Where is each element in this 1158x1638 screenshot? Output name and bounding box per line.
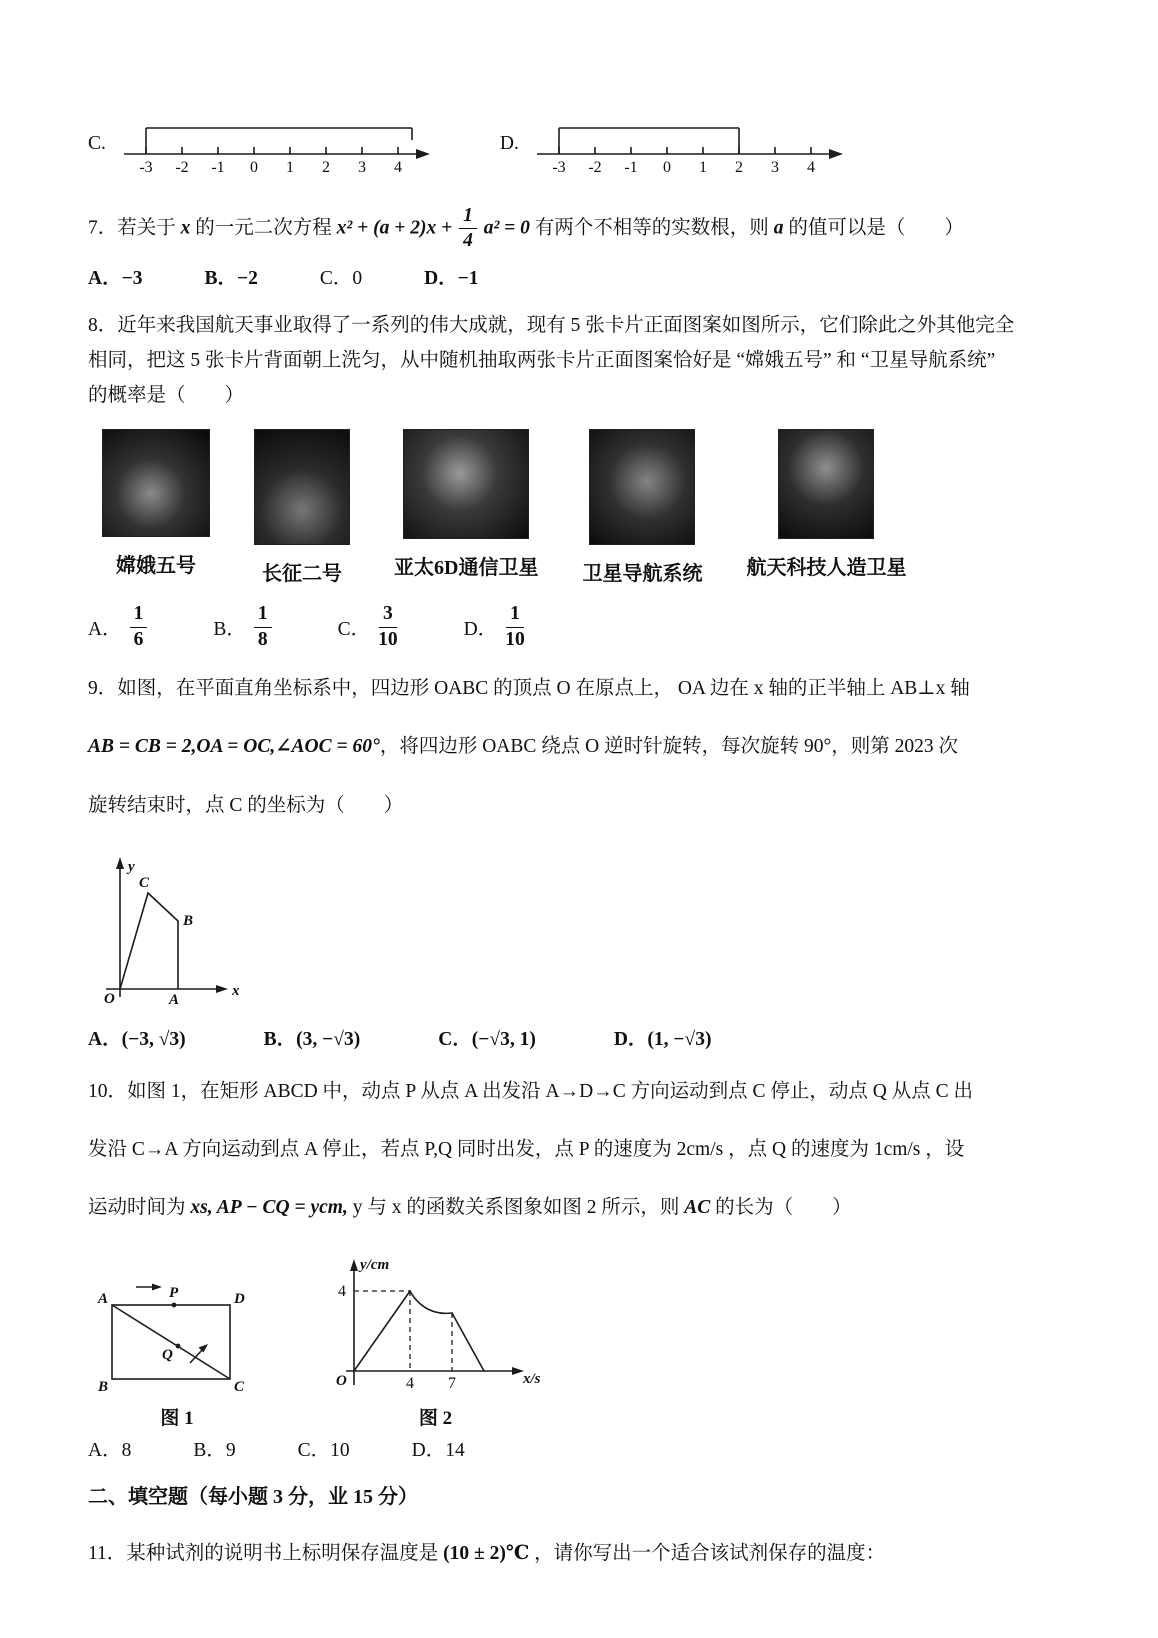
quadrilateral-rotation-figure: [90, 849, 245, 1009]
question-7-options: [88, 262, 1090, 290]
tick-label: -3: [139, 159, 153, 176]
question-11-text: [88, 1539, 1090, 1569]
point-label-d: D: [234, 1291, 245, 1308]
point-label-c: C: [139, 874, 150, 891]
q10-option-a: A．8: [88, 1440, 132, 1462]
question-10-line-2: 发沿 C→A 方向运动到点 A 停止，若点 P,Q 同时出发，点 P 的速度为 2cm/s ，点 Q 的速度为 1cm/s ，设: [88, 1139, 965, 1161]
q8-option-c: [338, 604, 400, 650]
fraction-numerator: 1: [254, 604, 272, 627]
option-fraction: [378, 604, 398, 650]
figure-1-caption: 图 1: [160, 1408, 194, 1430]
question-10-line-1: 10．如图 1，在矩形 ABCD 中，动点 P 从点 A 出发沿 A→D→C 方向运动到点 C 停止，动点 Q 从点 C 出: [88, 1080, 973, 1102]
question-8-card-images: [102, 429, 1090, 586]
question-10-line-3: [88, 1193, 1090, 1223]
q7-option-c: C．0: [319, 267, 363, 289]
q7-formula-right: a² = 0: [483, 217, 530, 239]
point-label-b: B: [98, 1379, 109, 1396]
point-label-q: Q: [162, 1347, 173, 1364]
question-10-figures: [92, 1251, 1090, 1430]
point-label-a: A: [98, 1291, 109, 1308]
q9-option-c: C．(−√3, 1): [438, 1028, 536, 1050]
function-graph-figure: [318, 1251, 553, 1399]
card-caption: 亚太6D通信卫星: [394, 557, 539, 580]
tick-label: 1: [698, 159, 707, 176]
q9-text-part: ，将四边形 OABC 绕点 O 逆时针旋转，每次旋转 90°，则第 2023 次: [379, 736, 958, 758]
q11-text-part: ，请你写出一个适合该试剂保存的温度：: [534, 1543, 886, 1565]
q7-option-a: A．−3: [88, 267, 143, 289]
question-7-text: [88, 206, 1090, 252]
q9-option-d: D．(1, −√3): [613, 1028, 712, 1050]
q7-option-d: D．−1: [424, 267, 479, 289]
tick-label: -2: [175, 159, 189, 176]
axis-label-x: x: [232, 982, 240, 999]
card-caption: 卫星导航系统: [582, 563, 703, 586]
section-2-header: 二、填空题（每小题 3 分，业 15 分）: [88, 1486, 418, 1509]
axis-label-y: y: [128, 858, 135, 875]
q8-option-d: [464, 604, 527, 650]
tick-label: 0: [662, 159, 671, 176]
option-label: A．: [88, 619, 122, 641]
q11-temperature-value: (10 ± 2)℃: [443, 1543, 530, 1565]
card-photo-weixingdaohang: [589, 429, 695, 545]
fraction-denominator: 4: [463, 230, 473, 252]
card-photo-change5: [102, 429, 210, 537]
card-hangtiankeji: [746, 429, 906, 580]
point-label-a: A: [169, 991, 180, 1008]
option-c-label: C.: [88, 133, 106, 154]
q10-option-d: D．14: [411, 1440, 465, 1462]
question-9-options: [88, 1023, 1090, 1051]
q10-text-part: y 与 x 的函数关系图象如图 2 所示，则: [352, 1197, 680, 1219]
question-8-line-1: 8．近年来我国航天事业取得了一系列的伟大成就，现有 5 张卡片正面图案如图所示，它们除此之外其他完全: [88, 314, 1015, 336]
fraction-denominator: 10: [378, 628, 398, 650]
option-fraction: [505, 604, 525, 650]
fraction-denominator: 8: [257, 628, 268, 650]
question6-answer-figures: [88, 112, 1090, 176]
fraction-numerator: 1: [506, 604, 524, 627]
q7-text-part: 的一元二次方程: [195, 217, 332, 239]
question-9-line-2: [88, 732, 1090, 762]
tick-label: -2: [588, 159, 602, 176]
point-label-c: C: [234, 1379, 245, 1396]
q7-fraction: [459, 206, 477, 252]
fraction-denominator: 6: [133, 628, 144, 650]
option-label: D．: [463, 619, 498, 641]
x-tick-7: 7: [448, 1375, 456, 1393]
q10-formula: xs, AP − CQ = ycm,: [190, 1197, 348, 1219]
q10-option-c: C．10: [297, 1440, 350, 1462]
tick-label: -3: [552, 159, 566, 176]
point-label-p: P: [169, 1285, 179, 1302]
question-8-line-2: 相同，把这 5 张卡片背面朝上洗匀，从中随机抽取两张卡片正面图案恰好是 “嫦娥五号” 和 “卫星导航系统”: [88, 350, 996, 372]
option-label: C．: [337, 619, 371, 641]
fraction-numerator: 3: [379, 604, 397, 627]
q7-text-part: 7．若关于: [88, 217, 176, 239]
figure-2-caption: 图 2: [418, 1408, 453, 1430]
y-tick-4: 4: [338, 1283, 346, 1301]
card-photo-changzheng2: [254, 429, 350, 545]
tick-label: 1: [285, 159, 294, 176]
number-line-d: [531, 112, 853, 176]
q9-option-b: B．(3, −√3): [263, 1028, 361, 1050]
card-changzheng2: [254, 429, 350, 586]
x-tick-4: 4: [406, 1375, 414, 1393]
tick-label: -1: [624, 159, 638, 176]
tick-label: 2: [734, 159, 743, 176]
q10-text-part: 的长为（ ）: [715, 1197, 852, 1219]
q7-text-part: 的值可以是（ ）: [788, 217, 964, 239]
q7-option-b: B．−2: [204, 267, 258, 289]
q10-var-ac: AC: [684, 1197, 711, 1219]
q10-option-b: B．9: [193, 1440, 236, 1462]
question-10-options: [88, 1434, 1090, 1462]
question-8-line-3: 的概率是（ ）: [88, 385, 245, 407]
q7-var-a: a: [773, 217, 784, 239]
fraction-denominator: 10: [505, 628, 525, 650]
card-photo-hangtiankeji: [778, 429, 874, 539]
tick-label: 0: [249, 159, 258, 176]
card-caption: 航天科技人造卫星: [746, 557, 907, 580]
figure-2-box: [318, 1251, 553, 1430]
option-label: B．: [213, 619, 246, 641]
question-9-line-3: 旋转结束时，点 C 的坐标为（ ）: [88, 794, 404, 816]
tick-label: 2: [321, 159, 330, 176]
origin-label: O: [104, 990, 115, 1007]
q9-option-a: A．(−3, √3): [88, 1028, 186, 1050]
question-9-line-1: 9．如图，在平面直角坐标系中，四边形 OABC 的顶点 O 在原点上， OA 边在 x 轴的正半轴上 AB⊥x 轴: [88, 678, 970, 700]
tick-label: 4: [393, 159, 402, 176]
q7-formula-left: x² + (a + 2)x +: [336, 217, 453, 239]
fraction-numerator: 1: [130, 604, 148, 627]
tick-label: 3: [770, 159, 779, 176]
tick-label: 3: [357, 159, 366, 176]
question-9-figure: [90, 849, 1090, 1015]
q8-option-a: [88, 604, 149, 650]
number-line-c: [118, 112, 440, 176]
card-change5: [102, 429, 210, 578]
card-weixingdaohang: [582, 429, 702, 586]
option-fraction: [130, 604, 148, 650]
card-caption: 长征二号: [262, 563, 342, 586]
fraction-numerator: 1: [459, 206, 477, 229]
tick-label: -1: [211, 159, 225, 176]
q7-text-part: 有两个不相等的实数根，则: [534, 217, 769, 239]
option-d-label: D.: [499, 133, 519, 154]
question-8-options: [88, 604, 1090, 650]
card-yatai6d: [394, 429, 538, 580]
card-caption: 嫦娥五号: [116, 555, 196, 578]
q9-formula: AB = CB = 2,OA = OC,∠AOC = 60°: [88, 736, 380, 758]
tick-label: 4: [806, 159, 815, 176]
x-axis-label: x/s: [523, 1371, 541, 1388]
q11-text-part: 11．某种试剂的说明书上标明保存温度是: [88, 1543, 439, 1565]
point-label-b: B: [183, 912, 194, 929]
card-photo-yatai6d: [403, 429, 529, 539]
q7-var-x: x: [180, 217, 191, 239]
q10-text-part: 运动时间为: [88, 1197, 186, 1219]
option-fraction: [254, 604, 272, 650]
origin-label: O: [336, 1373, 347, 1390]
figure-1-box: [92, 1277, 262, 1430]
rectangle-motion-figure: [92, 1277, 262, 1399]
q8-option-b: [213, 604, 273, 650]
y-axis-label: y/cm: [360, 1257, 390, 1274]
